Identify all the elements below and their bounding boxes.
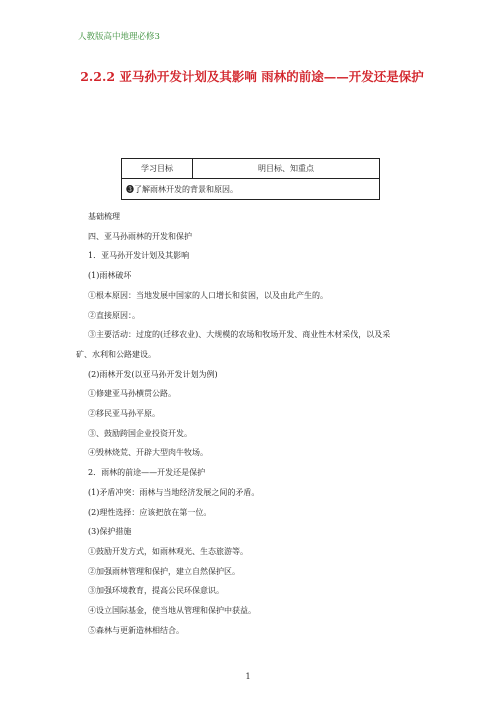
text-line: ④设立国际基金，使当地从管理和保护中获益。 xyxy=(88,606,256,616)
section-heading: 基础梳理 xyxy=(88,212,120,221)
text-line: (2)理性选择：应该把放在第一位。 xyxy=(88,507,212,517)
main-content xyxy=(76,207,428,640)
text-line: ①鼓励开发方式，如雨林观光、生态旅游等。 xyxy=(88,546,248,556)
learning-goal-table xyxy=(121,158,380,200)
text-line: ②直接原因：。 xyxy=(88,310,140,320)
page-number: 1 xyxy=(245,672,251,681)
header-note: 人教版高中地理必修3 xyxy=(78,32,160,42)
subsection-heading: 1．亚马孙开发计划及其影响 xyxy=(88,251,190,261)
text-line: (1)雨林破坏 xyxy=(88,271,132,281)
goal-heading-cell: 明目标、知重点 xyxy=(193,159,380,179)
text-line: ①根本原因：当地发展中国家的人口增长和贫困，以及由此产生的。 xyxy=(88,290,328,300)
text-line: (2)雨林开发(以亚马孙开发计划为例) xyxy=(88,369,218,379)
text-line: ②加强雨林管理和保护，建立自然保护区。 xyxy=(88,566,240,576)
goal-item-cell: ❸了解雨林开发的背景和原因。 xyxy=(122,179,380,200)
text-line-continued: 矿、水利和公路建设。 xyxy=(76,349,156,359)
goal-label-cell: 学习目标 xyxy=(122,159,193,179)
text-line: ③、鼓励跨国企业投资开发。 xyxy=(88,428,192,438)
page-title: 2.2.2 亚马孙开发计划及其影响 雨林的前途——开发还是保护 xyxy=(80,69,424,84)
text-line: ①修建亚马孙横贯公路。 xyxy=(88,389,176,399)
text-line: (1)矛盾冲突：雨林与当地经济发展之间的矛盾。 xyxy=(88,487,260,497)
subsection-heading: 2．雨林的前途——开发还是保护 xyxy=(88,468,206,478)
text-line: ③加强环境教育，提高公民环保意识。 xyxy=(88,586,224,596)
text-line: (3)保护措施 xyxy=(88,527,132,537)
chapter-heading: 四、亚马孙雨林的开发和保护 xyxy=(88,231,192,241)
text-line: ④毁林烧荒、开辟大型肉牛牧场。 xyxy=(88,448,208,458)
text-line: ⑤森林与更新造林相结合。 xyxy=(88,625,184,635)
text-line: ③主要活动：过度的(迁移农业)、大规模的农场和牧场开发、商业性木材采伐，以及采 xyxy=(88,330,391,340)
text-line: ②移民亚马孙平原。 xyxy=(88,409,160,419)
